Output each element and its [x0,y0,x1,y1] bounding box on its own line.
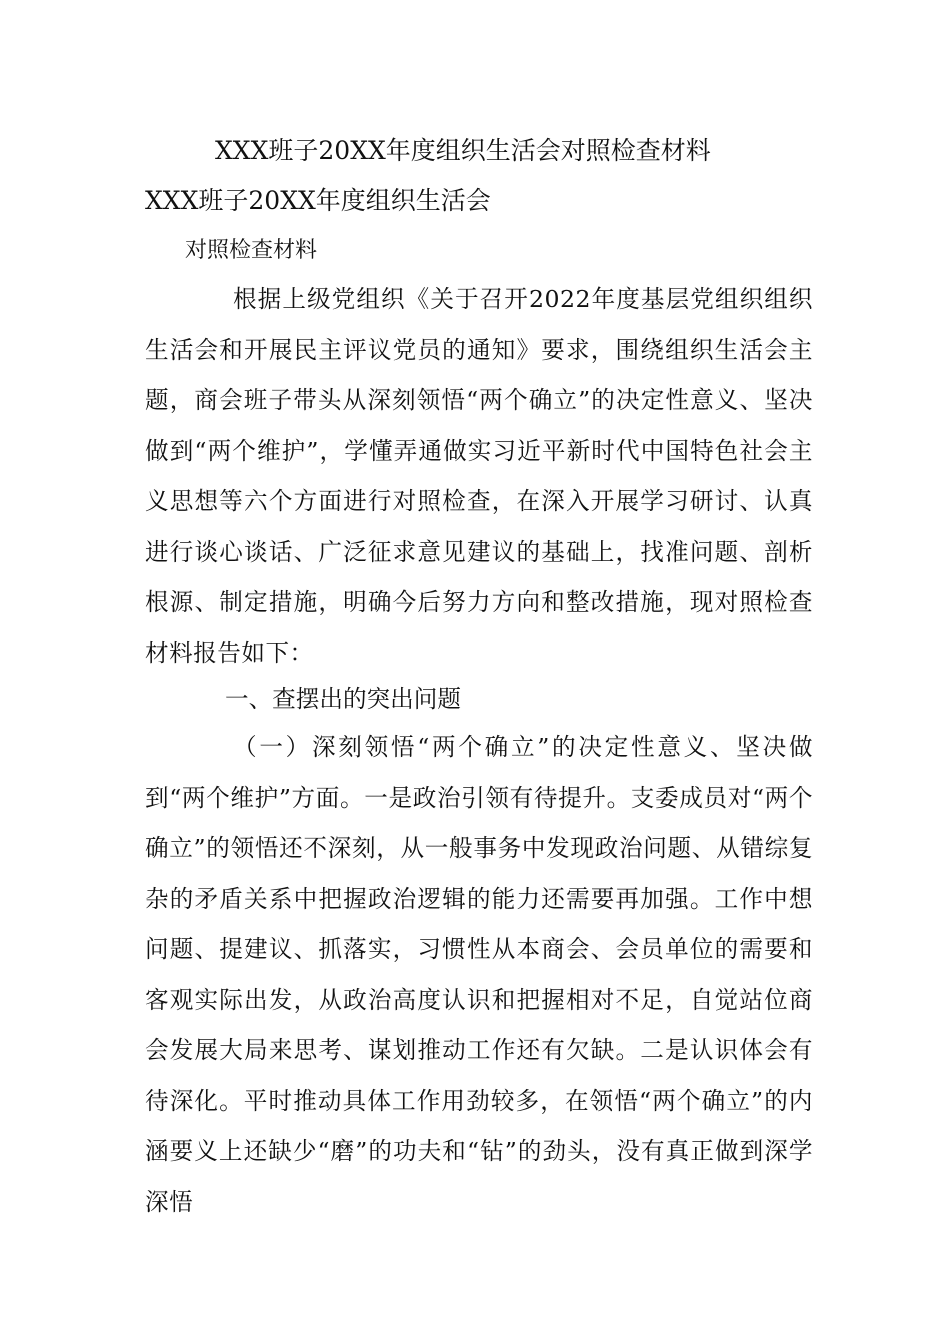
intro-paragraph: 根据上级党组织《关于召开2022年度基层党组织组织生活会和开展民主评议党员的通知》要求，围绕组织生活会主题，商会班子带头从深刻领悟“两个确立”的决定性意义、坚决做到“两个维护”，学懂弄通做实习近平新时代中国特色社会主义思想等六个方面进行对照检查，在深入开展学习研讨、认真进行谈心谈话、广泛征求意见建议的基础上，找准问题、剖析根源、制定措施，明确今后努力方向和整改措施，现对照检查材料报告如下： [145,285,813,667]
document-title: XXX班子20XX年度组织生活会对照检查材料 [215,136,711,165]
section-heading: 一、查摆出的突出问题 [225,685,461,713]
document-subtitle: XXX班子20XX年度组织生活会 [145,186,491,215]
document-subtitle-line2: 对照检查材料 [185,238,318,263]
problem-paragraph: （一）深刻领悟“两个确立”的决定性意义、坚决做到“两个维护”方面。一是政治引领有待提升。支委成员对“两个确立”的领悟还不深刻，从一般事务中发现政治问题、从错综复杂的矛盾关系中把握政治逻辑的能力还需要再加强。工作中想问题、提建议、抓落实，习惯性从本商会、会员单位的需要和客观实际出发，从政治高度认识和把握相对不足，自觉站位商会发展大局来思考、谋划推动工作还有欠缺。二是认识体会有待深化。平时推动具体工作用劲较多，在领悟“两个确立”的内涵要义上还缺少“磨”的功夫和“钻”的劲头，没有真正做到深学深悟 [145,733,813,1216]
